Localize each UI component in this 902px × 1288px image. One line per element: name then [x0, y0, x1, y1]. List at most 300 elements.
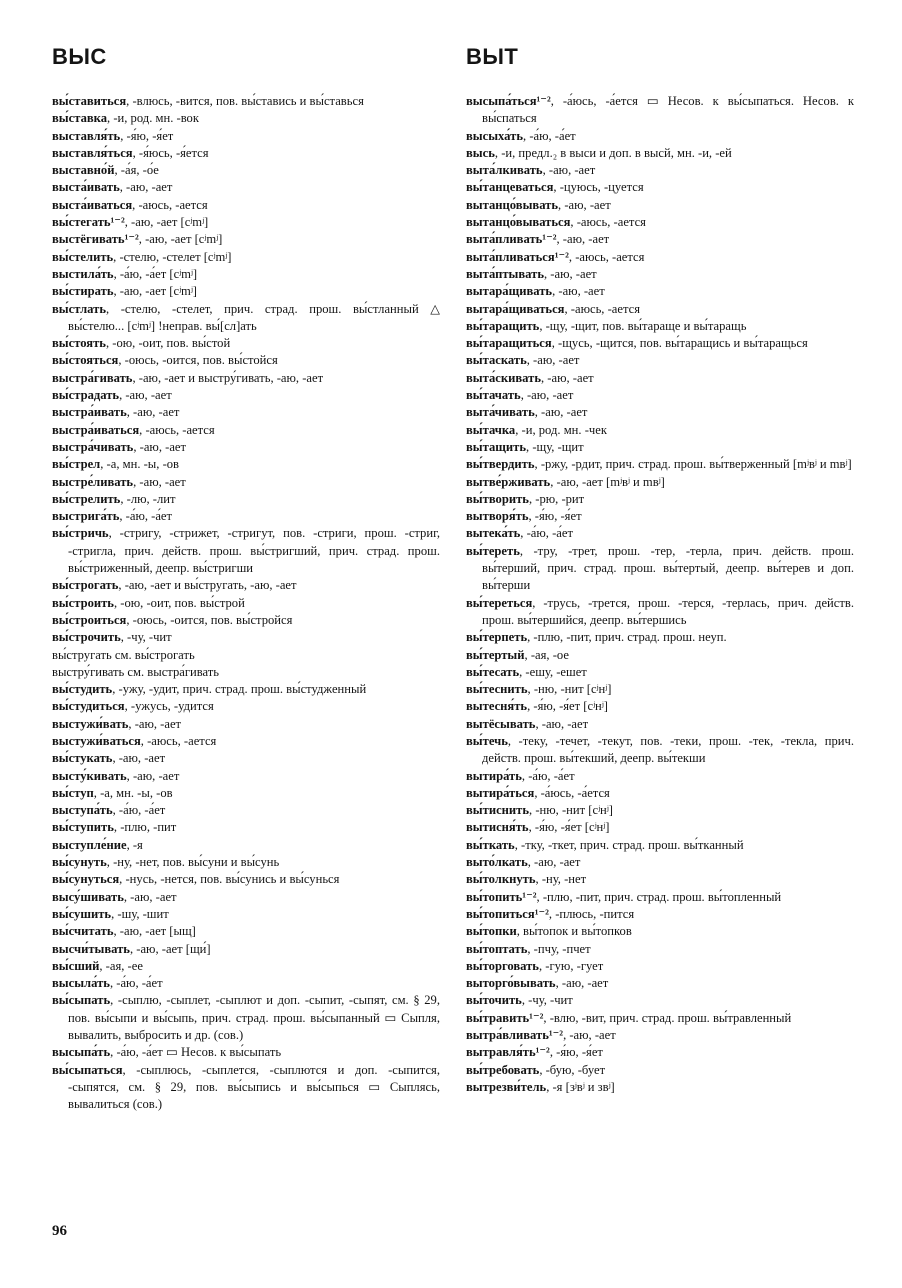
- entry-body: , -и, предл.₂ в выси и доп. в высй, мн. -и, -ей: [494, 145, 732, 160]
- entry-body: , -аюсь, -ается: [140, 733, 217, 748]
- entry-body: , -я́ю, -я́ет [cʲнʲ]: [527, 699, 608, 714]
- headword: вы́студить: [52, 682, 113, 697]
- right-column: [466, 93, 854, 1096]
- dictionary-entry: [466, 975, 854, 992]
- entry-body: вы́стругать см. вы́строгать: [52, 647, 195, 662]
- headword: вы́страдать: [52, 388, 120, 403]
- entry-body: , -аюсь, -ается: [139, 422, 215, 437]
- dictionary-entry: [466, 941, 854, 958]
- dictionary-entry: [52, 785, 440, 802]
- entry-body: , -я́ю, -я́ет: [120, 128, 174, 143]
- dictionary-entry: [52, 508, 440, 525]
- dictionary-entry: [52, 975, 440, 992]
- dictionary-entry: [52, 352, 440, 369]
- entry-body: , -ну, -нет, пов. вы́суни и вы́сунь: [106, 855, 280, 870]
- entry-body: , -а́ю, -а́ет ▭ Несов. к вы́сыпать: [110, 1045, 282, 1060]
- headword: выстра́чивать: [52, 439, 134, 454]
- dictionary-entry: [52, 854, 440, 871]
- dictionary-entry: [52, 110, 440, 127]
- dictionary-entry: [466, 819, 854, 836]
- dictionary-entry: [466, 1027, 854, 1044]
- headword: высыха́ть: [466, 128, 524, 143]
- headword: вы́стлать: [52, 301, 106, 316]
- entry-body: , -аю, -ает: [556, 232, 610, 247]
- dictionary-entry: [466, 474, 854, 491]
- dictionary-entry: [466, 1044, 854, 1061]
- headword: вы́травить¹⁻²: [466, 1010, 544, 1025]
- entry-body: , -аю, -ает: [119, 388, 172, 403]
- entry-body: , -теку, -течет, -текут, пов. -теки, прош. -тек, -текла, прич. действ. прош. вы́текший, деепр. вы́текши: [482, 733, 854, 766]
- headword: вы́стояться: [52, 353, 119, 368]
- headword: вы́студиться: [52, 699, 125, 714]
- dictionary-entry: [52, 681, 440, 698]
- entry-body: , -аюсь, -ается: [568, 249, 645, 264]
- headword: высчи́тывать: [52, 941, 130, 956]
- headword: вы́тащить: [466, 439, 527, 454]
- dictionary-entry: [466, 595, 854, 630]
- headword: вы́течь: [466, 733, 508, 748]
- headword: вытисня́ть: [466, 820, 529, 835]
- dictionary-entry: [52, 768, 440, 785]
- dictionary-entry: [52, 145, 440, 162]
- entry-body: , -а́ю, -а́ет: [523, 128, 576, 143]
- headword: вы́топиться¹⁻²: [466, 906, 549, 921]
- dictionary-entry: [466, 128, 854, 145]
- headword: вытве́рживать: [466, 474, 551, 489]
- headword: вы́ступить: [52, 820, 114, 835]
- dictionary-entry: [52, 1044, 440, 1061]
- headword: вытара́щиваться: [466, 301, 565, 316]
- headword: вы́стукать: [52, 751, 113, 766]
- headword: выта́пливаться¹⁻²: [466, 249, 569, 264]
- dictionary-entry: [466, 543, 854, 595]
- entry-body: , -щусь, -щится, пов. вы́таращись и вы́таращься: [551, 336, 808, 351]
- entry-body: , -сыплюсь, -сыплется, -сыплются и доп. -сыпится, -сыпятся, см. § 29, пов. вы́сыпись и вы́сыпься ▭ Сыплясь, вывалиться (сов.): [68, 1062, 440, 1112]
- entry-body: , -плю, -пит, прич. страд. прош. вы́топленный: [536, 889, 782, 904]
- entry-body: , -а́ю, -а́ет: [520, 526, 573, 541]
- entry-body: , -аю, -ает и выстру́гивать, -аю, -ает: [132, 370, 324, 385]
- dictionary-entry: [52, 162, 440, 179]
- dictionary-entry: [52, 629, 440, 646]
- headword: вы́тачка: [466, 422, 516, 437]
- headword: выта́чивать: [466, 405, 535, 420]
- left-running-head: ВЫС: [52, 44, 107, 69]
- headword: выстила́ть: [52, 266, 114, 281]
- entry-body: , -а́ю, -а́ет: [112, 803, 166, 818]
- entry-body: , -аю, -ает: [542, 163, 596, 178]
- entry-body: , -ешу, -ешет: [519, 664, 587, 679]
- headword: выстужи́вать: [52, 716, 129, 731]
- entry-body: , -аю, -ает: [558, 197, 611, 212]
- headword: вы́топки: [466, 924, 517, 939]
- entry-body: , -тру, -трет, прош. -тер, -терла, прич. действ. прош. вы́терший, прич. страд. прош. вы́тертый, деепр. вы́терев и доп. вы́терши: [482, 543, 854, 593]
- dictionary-entry: [52, 906, 440, 923]
- entry-body: , -аю, -ает: [520, 388, 574, 403]
- headword: выстра́иваться: [52, 422, 140, 437]
- dictionary-entry: [52, 612, 440, 629]
- headword: вы́сший: [52, 958, 100, 973]
- dictionary-entry: [466, 370, 854, 387]
- entry-body: , -ою, -оит, пов. вы́строй: [113, 595, 245, 610]
- dictionary-entry: [52, 750, 440, 767]
- dictionary-entry: [52, 179, 440, 196]
- dictionary-entry: [466, 491, 854, 508]
- entry-body: , -а́ю, -а́ет: [119, 509, 173, 524]
- headword: выстре́ливать: [52, 474, 134, 489]
- dictionary-entry: [52, 647, 440, 664]
- dictionary-entry: [52, 439, 440, 456]
- headword: вы́сунуться: [52, 872, 120, 887]
- page-number: 96: [52, 1223, 67, 1239]
- entry-body: , -аюсь, -ается: [132, 197, 208, 212]
- dictionary-entry: [466, 422, 854, 439]
- dictionary-entry: [466, 93, 854, 128]
- entry-body: , -ая, -ее: [99, 958, 143, 973]
- dictionary-entry: [466, 733, 854, 768]
- headword: вы́сушить: [52, 906, 112, 921]
- headword: выстужи́ваться: [52, 733, 141, 748]
- headword: вы́стрелить: [52, 491, 121, 506]
- headword: выта́лкивать: [466, 163, 543, 178]
- entry-body: , -стригу, -стрижет, -стригут, пов. -стриги, прош. -стриг, -стригла, прич. действ. прош. вы́стригший, прич. страд. прош. вы́стриженный, деепр. вы́стригши: [68, 526, 440, 576]
- entry-body: , -ая, -ое: [524, 647, 569, 662]
- dictionary-entry: [52, 266, 440, 283]
- entry-body: , -ню, -нит [cʲнʲ]: [527, 682, 612, 697]
- dictionary-entry: [52, 837, 440, 854]
- dictionary-entry: [466, 716, 854, 733]
- dictionary-entry: [466, 318, 854, 335]
- headword: выступле́ние: [52, 837, 127, 852]
- dictionary-entry: [466, 768, 854, 785]
- headword: вытесня́ть: [466, 699, 528, 714]
- headword: вытворя́ть: [466, 509, 529, 524]
- dictionary-entry: [52, 664, 440, 681]
- entry-body: , -нусь, -нется, пов. вы́сунись и вы́сунься: [119, 872, 340, 887]
- entry-body: , -чу, -чит: [521, 993, 573, 1008]
- dictionary-entry: [52, 335, 440, 352]
- entry-body: , -цуюсь, -цуется: [553, 180, 644, 195]
- headword: вы́стирать: [52, 284, 114, 299]
- headword: высыла́ть: [52, 976, 110, 991]
- dictionary-entry: [466, 352, 854, 369]
- entry-body: , -стелю, -стелет [cʲmʲ]: [113, 249, 232, 264]
- left-column: [52, 93, 440, 1114]
- entry-body: , -влю, -вит, прич. страд. прош. вы́травленный: [543, 1010, 792, 1025]
- headword: вытанцо́вываться: [466, 215, 571, 230]
- headword: вытека́ть: [466, 526, 521, 541]
- entry-body: , -аю, -ает: [128, 716, 182, 731]
- headword: вы́стелить: [52, 249, 114, 264]
- dictionary-entry: [466, 197, 854, 214]
- headword: вы́терпеть: [466, 630, 528, 645]
- entry-body: , -аю, -ает [ыщ]: [113, 924, 196, 939]
- dictionary-entry: [52, 819, 440, 836]
- dictionary-entry: [466, 525, 854, 542]
- headword: вы́танцеваться: [466, 180, 554, 195]
- entry-body: , -тку, -ткет, прич. страд. прош. вы́тканный: [514, 837, 744, 852]
- entry-body: , -оюсь, -оится, пов. вы́стройся: [126, 612, 293, 627]
- headword: вы́стричь: [52, 526, 109, 541]
- entry-body: , -аю, -ает: [133, 439, 187, 454]
- dictionary-entry: [52, 595, 440, 612]
- dictionary-entry: [466, 145, 854, 162]
- headword: вытра́вливать¹⁻²: [466, 1028, 564, 1043]
- dictionary-entry: [466, 456, 854, 473]
- entry-body: , -ржу, -рдит, прич. страд. прош. вы́тверженный [mʲвʲ и mвʲ]: [534, 457, 852, 472]
- entry-body: , -аю, -ает: [126, 405, 180, 420]
- entry-body: , -аю, -ает: [119, 180, 173, 195]
- entry-body: , -я: [126, 837, 143, 852]
- entry-body: , -влюсь, -вится, пов. вы́ставись и вы́ставься: [126, 94, 364, 108]
- entry-body: , -плюсь, -пится: [548, 906, 635, 921]
- entry-body: , -аю, -ает: [526, 353, 580, 368]
- dictionary-entry: [52, 923, 440, 940]
- headword: выторго́вывать: [466, 976, 556, 991]
- headword: выступа́ть: [52, 803, 113, 818]
- headword: вы́ставиться: [52, 94, 127, 108]
- dictionary-entry: [466, 647, 854, 664]
- dictionary-entry: [466, 231, 854, 248]
- entry-body: , -аюсь, -ается: [564, 301, 641, 316]
- headword: выста́иваться: [52, 197, 133, 212]
- entry-body: , -ну, -нет: [535, 872, 587, 887]
- headword: вы́считать: [52, 924, 114, 939]
- dictionary-entry: [52, 698, 440, 715]
- dictionary-entry: [52, 491, 440, 508]
- dictionary-entry: [466, 162, 854, 179]
- entry-body: , -аю, -ает: [534, 405, 588, 420]
- dictionary-entry: [52, 387, 440, 404]
- headword: вы́топтать: [466, 941, 528, 956]
- dictionary-entry: [52, 871, 440, 888]
- dictionary-entry: [52, 1062, 440, 1114]
- headword: выстрига́ть: [52, 509, 120, 524]
- headword: вытёсывать: [466, 716, 536, 731]
- dictionary-entry: [466, 1062, 854, 1079]
- dictionary-entry: [466, 837, 854, 854]
- headword: вы́требовать: [466, 1062, 540, 1077]
- dictionary-entry: [466, 283, 854, 300]
- entry-body: , -аю, -ает: [555, 976, 609, 991]
- dictionary-entry: [52, 525, 440, 577]
- entry-body: , -стелю, -стелет, прич. страд. прош. вы́стланный △ вы́стелю... [cʲmʲ] !неправ. вы́[сл]ать: [68, 301, 440, 333]
- dictionary-entry: [466, 958, 854, 975]
- entry-body: , -а́ю, -а́ет [cʲmʲ]: [113, 266, 198, 281]
- entry-body: , -ню, -нит [cʲнʲ]: [529, 803, 613, 818]
- headword: вы́таращить: [466, 318, 540, 333]
- headword: выставля́ться: [52, 145, 133, 160]
- dictionary-entry: [466, 387, 854, 404]
- dictionary-entry: [466, 854, 854, 871]
- entry-body: , -а́ю, -а́ет: [109, 976, 163, 991]
- dictionary-entry: [466, 923, 854, 940]
- entry-body: , -я́ю, -я́ет: [549, 1045, 603, 1060]
- dictionary-entry: [466, 992, 854, 1009]
- dictionary-entry: [466, 889, 854, 906]
- dictionary-entry: [466, 1010, 854, 1027]
- entry-body: , -шу, -шит: [111, 906, 169, 921]
- right-running-head: ВЫТ: [466, 44, 519, 69]
- dictionary-entry: [52, 231, 440, 248]
- headword: выста́ивать: [52, 180, 120, 195]
- dictionary-entry: [52, 992, 440, 1044]
- dictionary-entry: [52, 456, 440, 473]
- dictionary-entry: [466, 698, 854, 715]
- dictionary-entry: [466, 249, 854, 266]
- entry-body: , -щу, -щит: [526, 439, 584, 454]
- dictionary-entry: [466, 802, 854, 819]
- entry-body: , -аюсь, -ается: [570, 215, 646, 230]
- dictionary-entry: [466, 335, 854, 352]
- dictionary-entry: [466, 629, 854, 646]
- headword: вы́ставка: [52, 111, 108, 126]
- headword: вытира́ть: [466, 768, 522, 783]
- dictionary-entry: [466, 664, 854, 681]
- headword: вы́строить: [52, 595, 114, 610]
- headword: вы́строчить: [52, 630, 121, 645]
- dictionary-entry: [52, 474, 440, 491]
- headword: вы́тиснить: [466, 803, 530, 818]
- entry-body: , -и, род. мн. -вок: [107, 111, 199, 126]
- dictionary-entry: [52, 301, 440, 336]
- headword: выта́птывать: [466, 266, 544, 281]
- entry-body: , -щу, -щит, пов. вы́тараще и вы́таращь: [539, 318, 747, 333]
- entry-body: , -аю, -ает [cʲmʲ]: [113, 284, 197, 299]
- entry-body: , -ужусь, -удится: [124, 699, 214, 714]
- headword: выстра́ивать: [52, 405, 127, 420]
- entry-body: , -а́юсь, -а́ется: [534, 785, 610, 800]
- headword: вытрезви́тель: [466, 1079, 547, 1094]
- dictionary-entry: [52, 404, 440, 421]
- headword: вы́таращиться: [466, 336, 552, 351]
- headword: вы́тесать: [466, 664, 520, 679]
- dictionary-entry: [52, 889, 440, 906]
- dictionary-entry: [466, 906, 854, 923]
- headword: вы́таскать: [466, 353, 527, 368]
- dictionary-entry: [466, 301, 854, 318]
- headword: вы́строгать: [52, 578, 119, 593]
- headword: высу́шивать: [52, 889, 124, 904]
- dictionary-entry: [466, 179, 854, 196]
- dictionary-entry: [52, 716, 440, 733]
- headword: вы́творить: [466, 491, 529, 506]
- entry-body: , -пчу, -пчет: [527, 941, 591, 956]
- entry-body: , -и, род. мн. -чек: [515, 422, 607, 437]
- entry-body: , -аю, -ает: [123, 889, 177, 904]
- headword: выто́лкать: [466, 855, 528, 870]
- dictionary-entry: [52, 733, 440, 750]
- dictionary-entry: [466, 266, 854, 283]
- entry-body: , -рю, -рит: [528, 491, 585, 506]
- entry-body: , -аю, -ает и вы́стругать, -аю, -ает: [118, 578, 297, 593]
- headword: вы́точить: [466, 993, 522, 1008]
- entry-body: , -аю, -ает [mʲвʲ и mвʲ]: [550, 474, 665, 489]
- headword: вы́сыпаться: [52, 1062, 123, 1077]
- dictionary-entry: [52, 128, 440, 145]
- entry-body: , -оюсь, -оится, пов. вы́стойся: [118, 353, 278, 368]
- entry-body: , -а́ю, -а́ет: [521, 768, 575, 783]
- headword: вы́строиться: [52, 612, 127, 627]
- entry-body: , -плю, -пит: [113, 820, 177, 835]
- entry-body: , -аю, -ает: [527, 855, 581, 870]
- headword: высь: [466, 145, 495, 160]
- entry-body: , -аю, -ает [cʲmʲ]: [124, 215, 209, 230]
- entry-body: , -а́я, -о́е: [114, 163, 159, 178]
- entry-body: , вы́топок и вы́топков: [516, 924, 632, 939]
- entry-body: , -бую, -бует: [539, 1062, 606, 1077]
- entry-body: , -лю, -лит: [120, 491, 176, 506]
- headword: высыпа́ться¹⁻²: [466, 94, 551, 108]
- dictionary-entry: [52, 941, 440, 958]
- headword: выта́пливать¹⁻²: [466, 232, 557, 247]
- entry-body: , -аю, -ает [щи́]: [129, 941, 211, 956]
- entry-body: , -аю, -ает: [544, 266, 597, 281]
- headword: вы́теснить: [466, 682, 528, 697]
- headword: вытанцо́вывать: [466, 197, 559, 212]
- dictionary-entry: [466, 439, 854, 456]
- headword: вы́тачать: [466, 388, 521, 403]
- headword: вы́торговать: [466, 958, 539, 973]
- entry-body: , -аю, -ает: [112, 751, 166, 766]
- headword: вытравля́ть¹⁻²: [466, 1045, 550, 1060]
- dictionary-entry: [466, 1079, 854, 1096]
- entry-body: , -ою, -оит, пов. вы́стой: [105, 336, 231, 351]
- headword: вытира́ться: [466, 785, 535, 800]
- entry-body: , -а, мн. -ы, -ов: [100, 457, 180, 472]
- entry-body: , -плю, -пит, прич. страд. прош. неуп.: [527, 630, 727, 645]
- headword: вы́тереть: [466, 543, 520, 558]
- entry-body: , -сыплю, -сыплет, -сыплют и доп. -сыпит, -сыпят, см. § 29, пов. вы́сыпи и вы́сыпь, прич. страд. прош. вы́сыпанный ▭ Сыпля, вывалить, выбросить и др. (сов.): [68, 993, 440, 1043]
- headword: вы́сунуть: [52, 855, 107, 870]
- entry-body: , -гую, -гует: [538, 958, 604, 973]
- entry-body: , -а́юсь, -а́ется ▭ Несов. к вы́сыпаться. Несов. к вы́спаться: [482, 94, 854, 126]
- headword: вы́стоять: [52, 336, 106, 351]
- dictionary-entry: [52, 214, 440, 231]
- dictionary-entry: [52, 197, 440, 214]
- headword: высыпа́ть: [52, 1045, 111, 1060]
- headword: вы́стегать¹⁻²: [52, 215, 125, 230]
- dictionary-entry: [466, 785, 854, 802]
- dictionary-entry: [52, 249, 440, 266]
- dictionary-entry: [466, 681, 854, 698]
- dictionary-entry: [466, 214, 854, 231]
- entry-body: , -аю, -ает: [535, 716, 589, 731]
- dictionary-entry: [52, 370, 440, 387]
- headword: выстёгивать¹⁻²: [52, 232, 139, 247]
- entry-body: , -чу, -чит: [120, 630, 172, 645]
- headword: вытара́щивать: [466, 284, 553, 299]
- headword: вы́твердить: [466, 457, 535, 472]
- entry-body: , -аю, -ает: [126, 768, 180, 783]
- entry-body: , -ужу, -удит, прич. страд. прош. вы́студженный: [112, 682, 367, 697]
- headword: выта́скивать: [466, 370, 541, 385]
- dictionary-entry: [52, 802, 440, 819]
- entry-body: , -аю, -ает: [552, 284, 605, 299]
- entry-body: , -аю, -ает: [563, 1028, 616, 1043]
- entry-body: выстру́гивать см. выстра́гивать: [52, 664, 220, 679]
- dictionary-entry: [52, 422, 440, 439]
- dictionary-entry: [466, 871, 854, 888]
- entry-body: , -я́юсь, -я́ется: [132, 145, 209, 160]
- headword: вы́ступ: [52, 785, 94, 800]
- dictionary-entry: [52, 283, 440, 300]
- dictionary-entry: [52, 577, 440, 594]
- dictionary-entry: [466, 508, 854, 525]
- headword: вы́тертый: [466, 647, 525, 662]
- headword: высту́кивать: [52, 768, 127, 783]
- entry-body: , -я́ю, -я́ет [cʲнʲ]: [528, 820, 610, 835]
- headword: вы́топить¹⁻²: [466, 889, 537, 904]
